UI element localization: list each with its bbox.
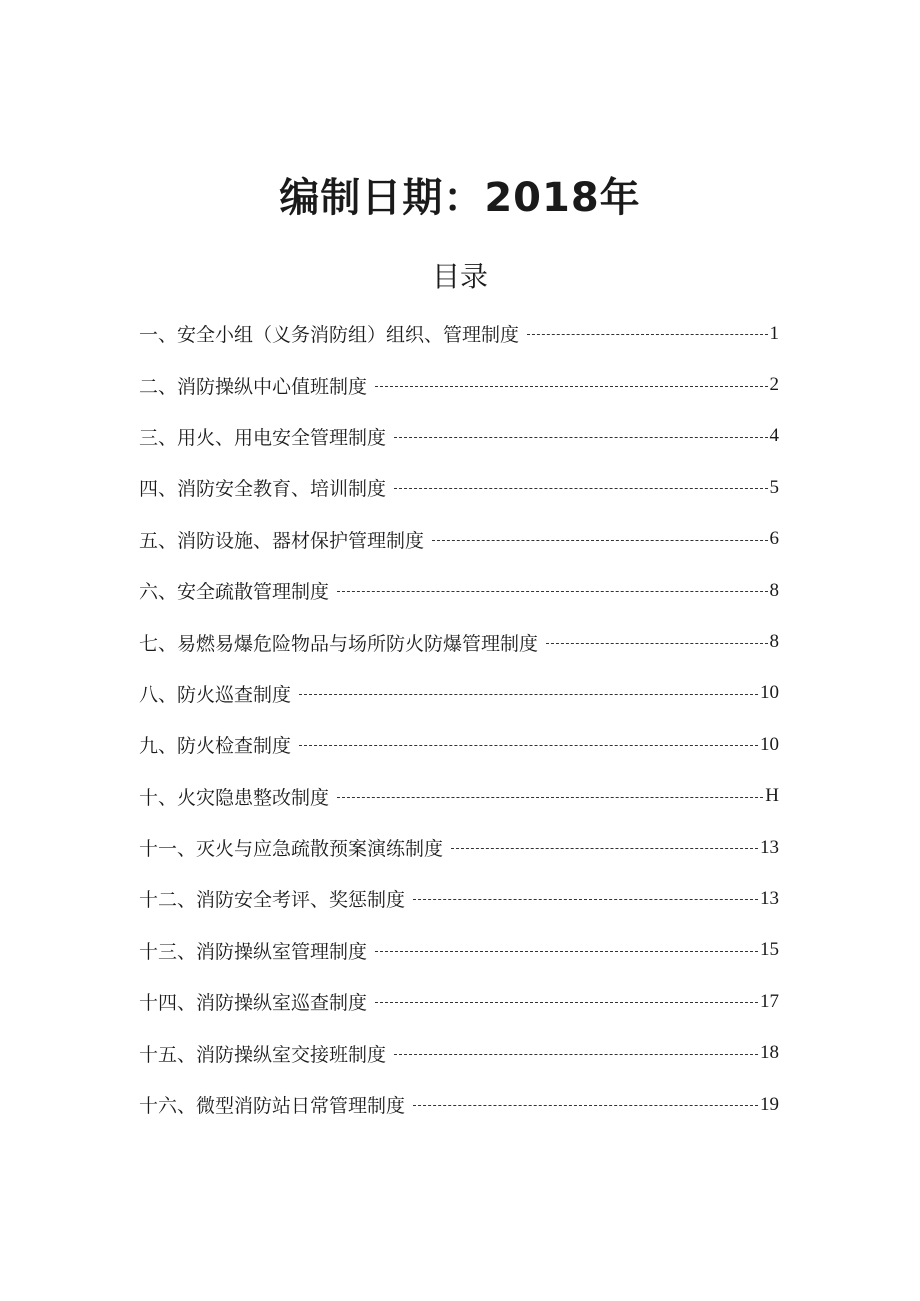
toc-entry-label: 九、防火检查制度 xyxy=(139,735,292,758)
toc-entry-page: 8 xyxy=(769,579,779,601)
toc-entry[interactable] xyxy=(139,616,779,667)
toc-entry[interactable] xyxy=(139,719,779,770)
toc-entry-page: 8 xyxy=(769,631,779,653)
toc-entry-page: H xyxy=(765,785,779,807)
toc-entry[interactable] xyxy=(139,873,779,924)
toc-leader-dashes xyxy=(337,797,763,798)
toc-leader-dashes xyxy=(413,899,758,900)
toc-entry-page: 10 xyxy=(760,682,779,704)
toc-entry[interactable] xyxy=(139,514,779,565)
toc-leader-dashes xyxy=(375,386,767,387)
toc-entry[interactable] xyxy=(139,359,779,410)
toc-entry-page: 17 xyxy=(760,990,779,1012)
toc-leader-dashes xyxy=(413,1105,758,1106)
toc-entry[interactable] xyxy=(139,925,779,976)
toc-entry-label: 七、易燃易爆危险物品与场所防火防爆管理制度 xyxy=(139,632,539,655)
toc-entry-label: 十四、消防操纵室巡查制度 xyxy=(139,992,368,1015)
toc-entry-label: 六、安全疏散管理制度 xyxy=(139,581,330,604)
toc-entry-label: 五、消防设施、器材保护管理制度 xyxy=(139,529,425,552)
toc-entry-page: 19 xyxy=(760,1093,779,1115)
toc-entry[interactable] xyxy=(139,668,779,719)
toc-entry-page: 15 xyxy=(760,939,779,961)
toc-entry-page: 10 xyxy=(760,733,779,755)
toc-entry-label: 十二、消防安全考评、奖惩制度 xyxy=(139,889,406,912)
toc-entry[interactable] xyxy=(139,462,779,513)
toc-leader-dashes xyxy=(394,488,767,489)
toc-leader-dashes xyxy=(375,1002,758,1003)
toc-entry-page: 18 xyxy=(760,1042,779,1064)
toc-entry[interactable] xyxy=(139,411,779,462)
toc-leader-dashes xyxy=(394,1054,758,1055)
toc-entry-label: 十、火灾隐患整改制度 xyxy=(139,786,330,809)
toc-entry-label: 十六、微型消防站日常管理制度 xyxy=(139,1095,406,1118)
toc-leader-dashes xyxy=(546,643,767,644)
toc-entry-page: 13 xyxy=(760,836,779,858)
toc-leader-dashes xyxy=(299,745,758,746)
toc-entry-label: 三、用火、用电安全管理制度 xyxy=(139,426,387,449)
toc-heading: 目录 xyxy=(431,260,488,293)
toc-entry-label: 二、消防操纵中心值班制度 xyxy=(139,375,368,398)
toc-entry-label: 四、消防安全教育、培训制度 xyxy=(139,478,387,501)
toc-leader-dashes xyxy=(527,334,767,335)
toc-entry[interactable] xyxy=(139,976,779,1027)
toc-leader-dashes xyxy=(375,951,758,952)
toc-leader-dashes xyxy=(451,848,758,849)
toc-entry-page: 1 xyxy=(769,322,779,344)
toc-leader-dashes xyxy=(337,591,767,592)
toc-entry-page: 13 xyxy=(760,887,779,909)
toc-leader-dashes xyxy=(432,540,767,541)
toc-leader-dashes xyxy=(299,694,758,695)
toc-entry-label: 八、防火巡查制度 xyxy=(139,683,292,706)
toc-entry[interactable] xyxy=(139,822,779,873)
toc-entry-label: 十三、消防操纵室管理制度 xyxy=(139,940,368,963)
toc-entry[interactable] xyxy=(139,1027,779,1078)
toc-entry-page: 2 xyxy=(769,374,779,396)
toc-leader-dashes xyxy=(394,437,767,438)
toc-entry-label: 十一、灭火与应急疏散预案演练制度 xyxy=(139,838,444,861)
compile-date-title: 编制日期：2018年 xyxy=(279,175,641,221)
toc-entry[interactable] xyxy=(139,1079,779,1130)
toc-entry[interactable] xyxy=(139,308,779,359)
toc-entry-label: 十五、消防操纵室交接班制度 xyxy=(139,1043,387,1066)
toc-entry-page: 4 xyxy=(769,425,779,447)
table-of-contents xyxy=(139,308,779,1130)
toc-entry[interactable] xyxy=(139,771,779,822)
toc-entry[interactable] xyxy=(139,565,779,616)
toc-entry-page: 5 xyxy=(769,476,779,498)
toc-entry-page: 6 xyxy=(769,528,779,550)
toc-entry-label: 一、安全小组（义务消防组）组织、管理制度 xyxy=(139,324,520,347)
